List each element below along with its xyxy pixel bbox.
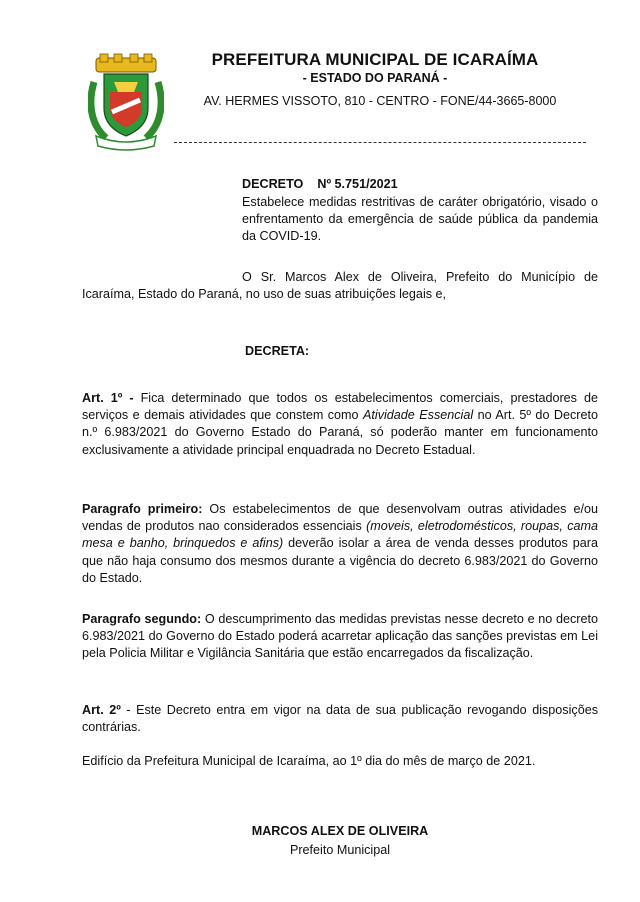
coat-of-arms-icon <box>88 52 164 152</box>
article-2 <box>82 702 598 736</box>
header-subtitle: - ESTADO DO PARANÁ - <box>302 71 448 85</box>
signatory-name: MARCOS ALEX DE OLIVEIRA <box>251 824 429 838</box>
header-title: PREFEITURA MUNICIPAL DE ICARAÍMA <box>211 50 539 69</box>
decree-ementa: Estabelece medidas restritivas de caráter obrigatório, visado o enfrentamento da emergência de saúde pública da pandemia da COVID-19. <box>242 195 598 244</box>
header-address: AV. HERMES VISSOTO, 810 - CENTRO - FONE/44-3665-8000 <box>203 94 557 108</box>
paragraph-2-label: Paragrafo segundo: <box>82 612 202 626</box>
article-1-emphasis: Atividade Essencial <box>363 408 474 423</box>
article-1-text-a: Fica determinado que todos os estabelecimentos comerciais, prestadores de serviços e demais atividades que constem como <box>82 391 598 423</box>
article-2-label: Art. 2º <box>82 703 121 717</box>
paragraph-1-text-b: deverão isolar a área de venda desses produtos para que não haja consumo dos mesmos durante a vigência do decreto 6.983/2021 do Governo do Estado. <box>82 536 598 585</box>
paragraph-2 <box>82 611 598 663</box>
signatory-role: Prefeito Municipal <box>289 843 391 857</box>
article-1-text-b: no Art. 5º do Decreto n.º 6.983/2021 do Governo Estado do Paraná, só poderão manter em funcionamento exclusivamente a atividade principal enquadrada no Decreto Estadual. <box>82 408 598 457</box>
paragraph-2-text: O descumprimento das medidas previstas nesse decreto e no decreto 6.983/2021 do Governo do Estado poderá acarretar aplicação das sanções previstas em Lei pela Policia Militar e Vigilância Sanitária que estão encarregados da fiscalização. <box>82 612 598 661</box>
paragraph-1-text-a: Os estabelecimentos de que desenvolvam outras atividades e/ou vendas de produtos nao considerados essenciais <box>82 502 598 534</box>
header-divider <box>174 142 586 143</box>
article-2-text: - Este Decreto entra em vigor na data de sua publicação revogando disposições contrárias. <box>82 703 599 735</box>
decree-preamble: O Sr. Marcos Alex de Oliveira, Prefeito do Município de Icaraíma, Estado do Paraná, no uso de suas atribuições legais e, <box>82 270 598 302</box>
closing-line: Edifício da Prefeitura Municipal de Icaraíma, ao 1º dia do mês de março de 2021. <box>82 754 536 768</box>
decree-label: DECRETO <box>242 177 304 191</box>
decreta-heading: DECRETA: <box>245 344 310 358</box>
article-1 <box>82 390 598 459</box>
article-1-label: Art. 1º - <box>82 391 134 405</box>
paragraph-1-label: Paragrafo primeiro: <box>82 502 203 516</box>
decree-number-line <box>242 176 398 193</box>
decree-number: Nº 5.751/2021 <box>317 177 398 191</box>
paragraph-1-emphasis: (moveis, eletrodomésticos, roupas, cama mesa e banho, brinquedos e afins) <box>82 519 598 551</box>
paragraph-1 <box>82 501 598 587</box>
